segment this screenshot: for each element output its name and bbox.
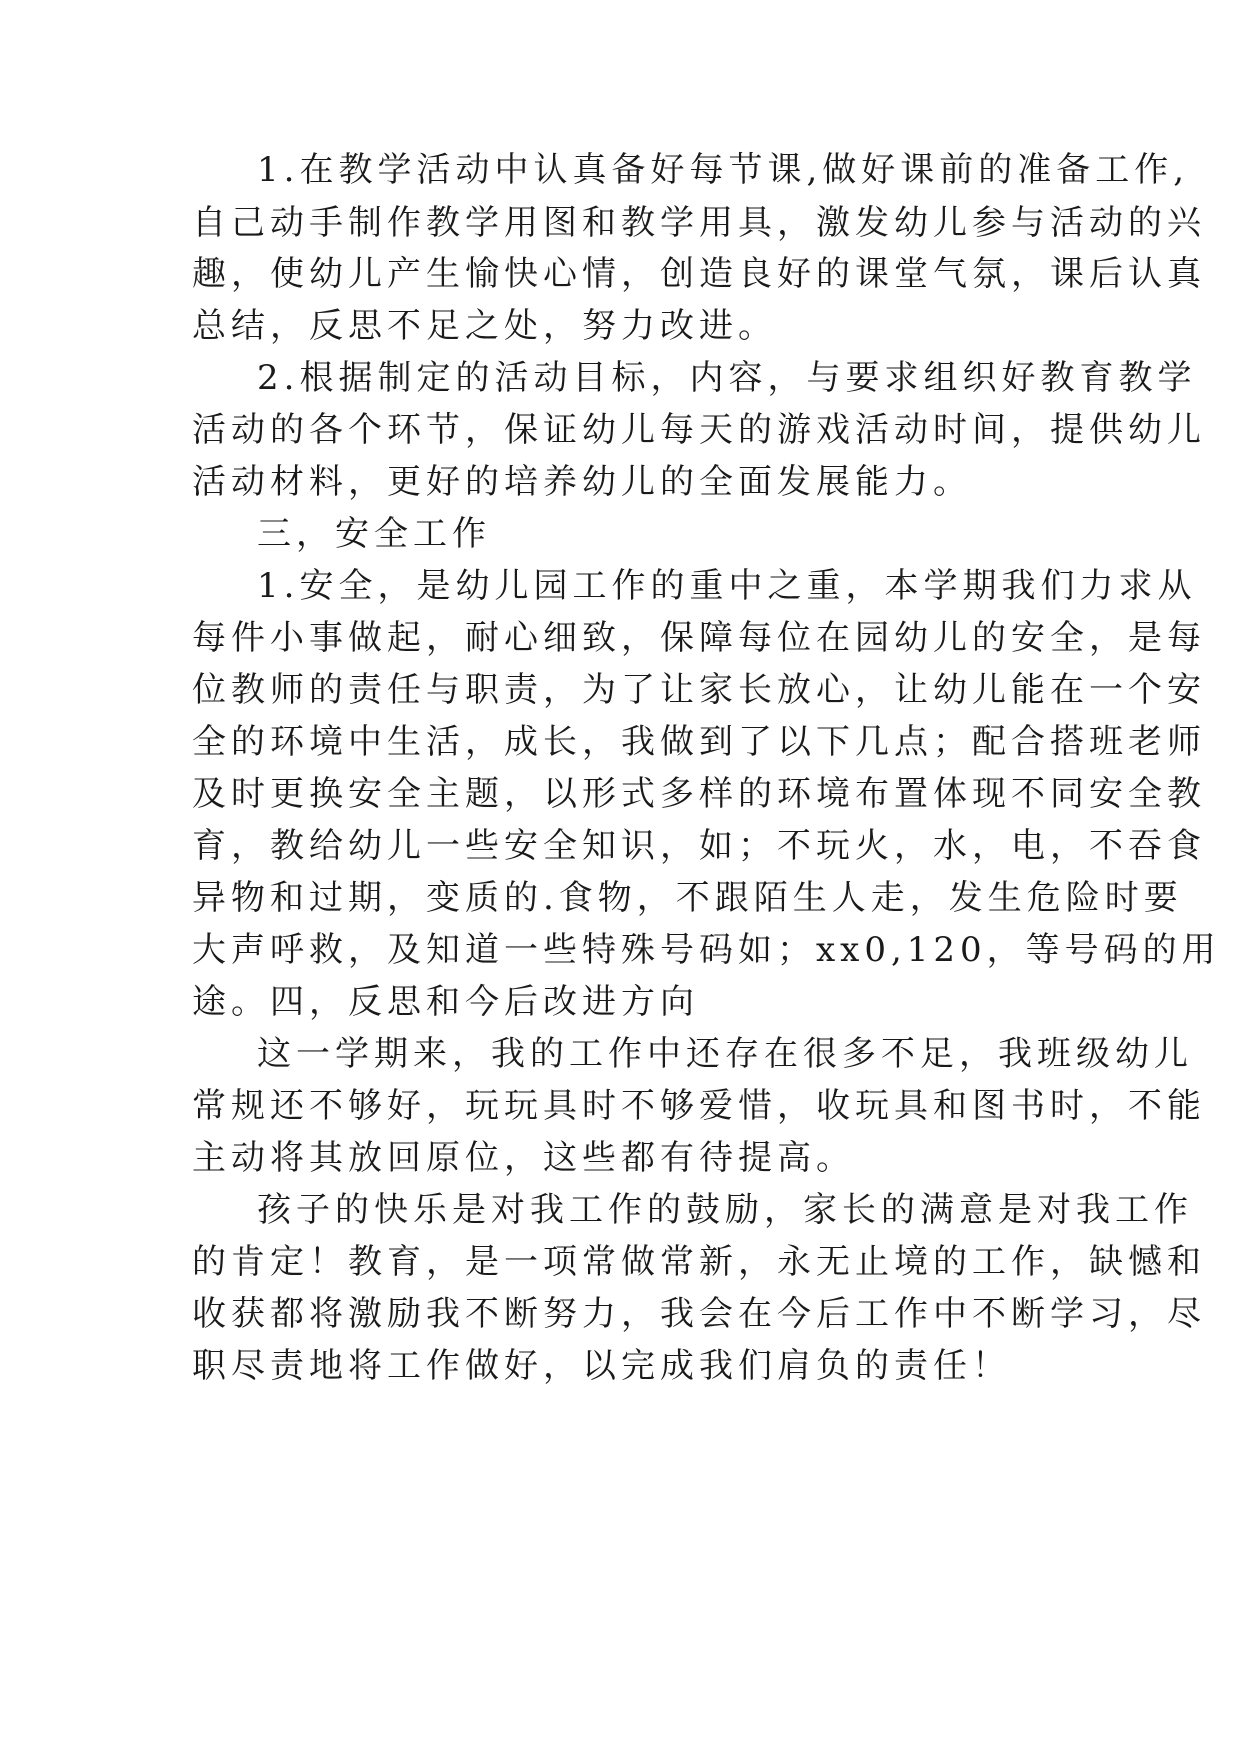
paragraph-3-line-6: 育，教给幼儿一些安全知识，如；不玩火，水，电，不吞食 [192,826,1206,866]
paragraph-2-line-1: 2.根据制定的活动目标，内容，与要求组织好教育教学 [257,358,1197,398]
paragraph-3-line-2: 每件小事做起，耐心细致，保障每位在园幼儿的安全，是每 [192,618,1206,658]
paragraph-3-line-3: 位教师的责任与职责，为了让家长放心，让幼儿能在一个安 [192,670,1206,710]
paragraph-3-line-9: 途。四，反思和今后改进方向 [192,982,699,1022]
paragraph-2-line-2: 活动的各个环节，保证幼儿每天的游戏活动时间，提供幼儿 [192,410,1206,450]
paragraph-3-line-4: 全的环境中生活，成长，我做到了以下几点；配合搭班老师 [192,722,1206,762]
paragraph-5-line-4: 职尽责地将工作做好，以完成我们肩负的责任！ [192,1346,1011,1386]
paragraph-5-line-3: 收获都将激励我不断努力，我会在今后工作中不断学习，尽 [192,1294,1206,1334]
paragraph-3-line-5: 及时更换安全主题，以形式多样的环境布置体现不同安全教 [192,774,1206,814]
paragraph-1-line-1: 1.在教学活动中认真备好每节课,做好课前的准备工作, [257,150,1190,190]
paragraph-3-line-1: 1.安全，是幼儿园工作的重中之重，本学期我们力求从 [257,566,1197,606]
paragraph-4-line-1: 这一学期来，我的工作中还存在很多不足，我班级幼儿 [257,1034,1193,1074]
paragraph-1-line-4: 总结，反思不足之处，努力改进。 [192,306,777,346]
paragraph-2-line-3: 活动材料，更好的培养幼儿的全面发展能力。 [192,462,972,502]
paragraph-3-line-8: 大声呼救，及知道一些特殊号码如；xx0,120，等号码的用 [192,930,1221,970]
paragraph-3-line-7: 异物和过期，变质的.食物，不跟陌生人走，发生危险时要 [192,878,1183,918]
paragraph-5-line-2: 的肯定！教育，是一项常做常新，永无止境的工作，缺憾和 [192,1242,1206,1282]
paragraph-1-line-2: 自己动手制作教学用图和教学用具，激发幼儿参与活动的兴 [192,203,1206,243]
section-heading-safety: 三，安全工作 [257,514,491,554]
paragraph-4-line-3: 主动将其放回原位，这些都有待提高。 [192,1138,855,1178]
paragraph-1-line-3: 趣，使幼儿产生愉快心情，创造良好的课堂气氛，课后认真 [192,254,1206,294]
paragraph-4-line-2: 常规还不够好，玩玩具时不够爱惜，收玩具和图书时，不能 [192,1086,1206,1126]
paragraph-5-line-1: 孩子的快乐是对我工作的鼓励，家长的满意是对我工作 [257,1190,1193,1230]
